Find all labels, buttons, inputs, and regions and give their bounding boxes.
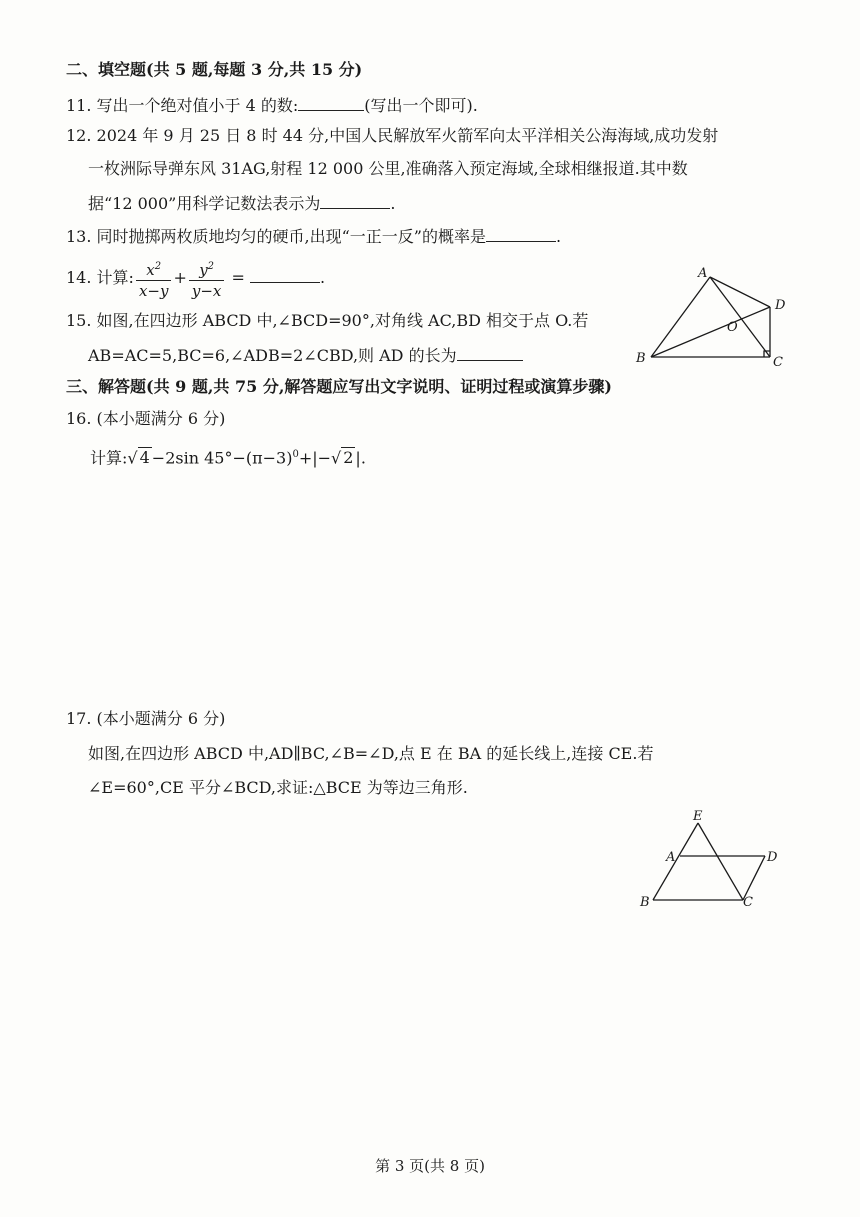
q14-den1: x−y: [138, 281, 169, 300]
q15-label-b: B: [636, 351, 646, 366]
q17-label-d: D: [767, 850, 778, 865]
q11-suffix: (写出一个即可).: [364, 96, 478, 115]
q16-exp0: 0: [292, 449, 299, 460]
question-12-line3: [88, 190, 395, 216]
q13-text: 13. 同时抛掷两枚质地均匀的硬币,出现“一正一反”的概率是: [66, 227, 486, 246]
q14-num2: y: [199, 260, 208, 279]
q16-expression: 计算:√ 4 −2sin $45^\circ-(\pi-3)^0+|-√$ 2 |.: [90, 448, 366, 468]
q14-exp1: 2: [154, 260, 162, 272]
q13-end: .: [555, 227, 562, 246]
question-15-line2: [88, 342, 523, 368]
q14-answer-blank[interactable]: [250, 264, 320, 283]
q12-line1: 12. 2024 年 9 月 25 日 8 时 44 分,中国人民解放军火箭军向太平洋相关公海海域,成功发射: [66, 126, 719, 145]
q17-label-e: E: [693, 809, 703, 824]
q14-equals: =: [231, 268, 245, 287]
q16-mid: −2sin 45°−(π−3): [151, 448, 293, 468]
q15-label-c: C: [773, 355, 783, 370]
q16-abs-close: |.: [355, 448, 366, 468]
q14-fraction-2: [189, 257, 225, 301]
q17-parallelogram-figure: [630, 805, 790, 915]
q11-answer-blank[interactable]: [298, 92, 364, 111]
q15-label-a: A: [698, 266, 708, 281]
q16-abs-open: +|−: [298, 448, 332, 468]
q15-label-d: D: [775, 298, 786, 313]
q16-title: 16. (本小题满分 6 分): [66, 409, 226, 428]
q15-answer-blank[interactable]: [457, 342, 523, 361]
question-14: [66, 256, 325, 301]
q14-end: .: [319, 268, 326, 287]
q14-exp2: 2: [207, 260, 215, 272]
q15-label-o: O: [727, 320, 738, 335]
question-11: [66, 92, 478, 118]
q17-label-b: B: [640, 895, 650, 910]
q12-answer-blank[interactable]: [320, 190, 390, 209]
q11-text: 11. 写出一个绝对值小于 4 的数:: [66, 96, 299, 115]
q14-plus: +: [173, 268, 187, 287]
q14-den2: y−x: [191, 281, 222, 300]
q12-line2: 一枚洲际导弹东风 31AG,射程 12 000 公里,准确落入预定海域,全球相继报道.其中数: [88, 159, 688, 178]
q17-title: 17. (本小题满分 6 分): [66, 709, 226, 728]
q15-line1: 15. 如图,在四边形 ABCD 中,∠BCD=90°,对角线 AC,BD 相交于点 O.若: [66, 311, 589, 330]
page-number: 第 3 页(共 8 页): [375, 1157, 485, 1175]
q15-quadrilateral-figure: [630, 262, 790, 372]
q17-line2: ∠E=60°,CE 平分∠BCD,求证:△BCE 为等边三角形.: [88, 778, 468, 797]
section3-heading: 三、解答题(共 9 题,共 75 分,解答题应写出文字说明、证明过程或演算步骤): [66, 377, 612, 396]
q16-sqrt-2: 2: [343, 448, 354, 468]
question-13: [66, 223, 561, 249]
q14-prefix: 14. 计算:: [66, 268, 134, 287]
q12-end: .: [390, 194, 396, 213]
q15-line2: AB=AC=5,BC=6,∠ADB=2∠CBD,则 AD 的长为: [88, 346, 457, 365]
q17-line1: 如图,在四边形 ABCD 中,AD∥BC,∠B=∠D,点 E 在 BA 的延长线上,连接 CE.若: [88, 744, 654, 763]
q16-sqrt-4: 4: [139, 448, 150, 468]
q13-answer-blank[interactable]: [486, 223, 556, 242]
q14-fraction-1: [136, 257, 172, 301]
q16-prefix: 计算:: [90, 448, 128, 468]
q14-num1: x: [146, 260, 155, 279]
section2-heading: 二、填空题(共 5 题,每题 3 分,共 15 分): [66, 60, 363, 79]
q17-label-c: C: [743, 895, 753, 910]
q12-line3: 据“12 000”用科学记数法表示为: [88, 194, 321, 213]
q17-label-a: A: [666, 850, 676, 865]
